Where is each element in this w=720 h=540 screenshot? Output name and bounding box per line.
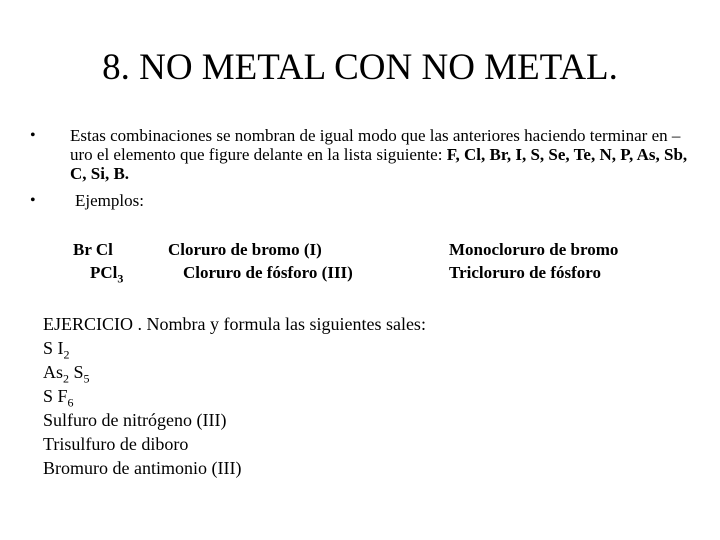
formula-text: S — [69, 362, 84, 382]
formula-text: As — [43, 362, 64, 382]
formula-subscript: 6 — [67, 395, 74, 410]
example-alt-name: Tricloruro de fósforo — [449, 263, 602, 282]
example-alt-name: Monocloruro de bromo — [449, 240, 619, 259]
bullet-item-rule — [30, 126, 690, 183]
bullet-text — [70, 126, 690, 183]
bullet-item-examples — [30, 191, 690, 210]
example-formula — [73, 240, 113, 260]
example-formula — [90, 263, 124, 286]
formula-subscript: 2 — [63, 371, 70, 386]
exercise-heading: EJERCICIO . Nombra y formula las siguientes sales: — [43, 314, 426, 334]
slide-title: 8. NO METAL CON NO METAL. — [102, 47, 618, 88]
exercise-name: Bromuro de antimonio (III) — [43, 458, 242, 478]
exercise-name: Trisulfuro de diboro — [43, 434, 189, 454]
formula-subscript: 2 — [63, 347, 70, 362]
bullet-dot-icon: • — [30, 192, 36, 209]
exercise-formula — [43, 360, 426, 384]
exercise-formula — [43, 336, 426, 360]
formula-text: PCl — [90, 263, 118, 282]
formula-text: S F — [43, 386, 68, 406]
rule-text: Estas combinaciones se nombran de igual modo que las anteriores haciendo terminar en –uro el elemento que figure delante en la lista siguiente: — [70, 126, 681, 164]
formula-subscript: 5 — [83, 371, 90, 386]
examples-label: Ejemplos: — [75, 191, 144, 210]
exercise-name: Sulfuro de nitrógeno (III) — [43, 410, 227, 430]
bullet-dot-icon: • — [30, 127, 36, 144]
exercise-formula — [43, 384, 426, 408]
exercise-block — [43, 312, 426, 480]
formula-text: Br Cl — [73, 240, 113, 259]
element-list: F, Cl, Br, I, S, Se, Te, N, P, As, Sb, C, Si, B. — [70, 145, 688, 183]
formula-subscript: 3 — [117, 271, 124, 286]
bullet-list — [30, 126, 690, 210]
example-name: Cloruro de bromo (I) — [168, 240, 322, 259]
example-name: Cloruro de fósforo (III) — [183, 263, 353, 282]
formula-text: S I — [43, 338, 64, 358]
